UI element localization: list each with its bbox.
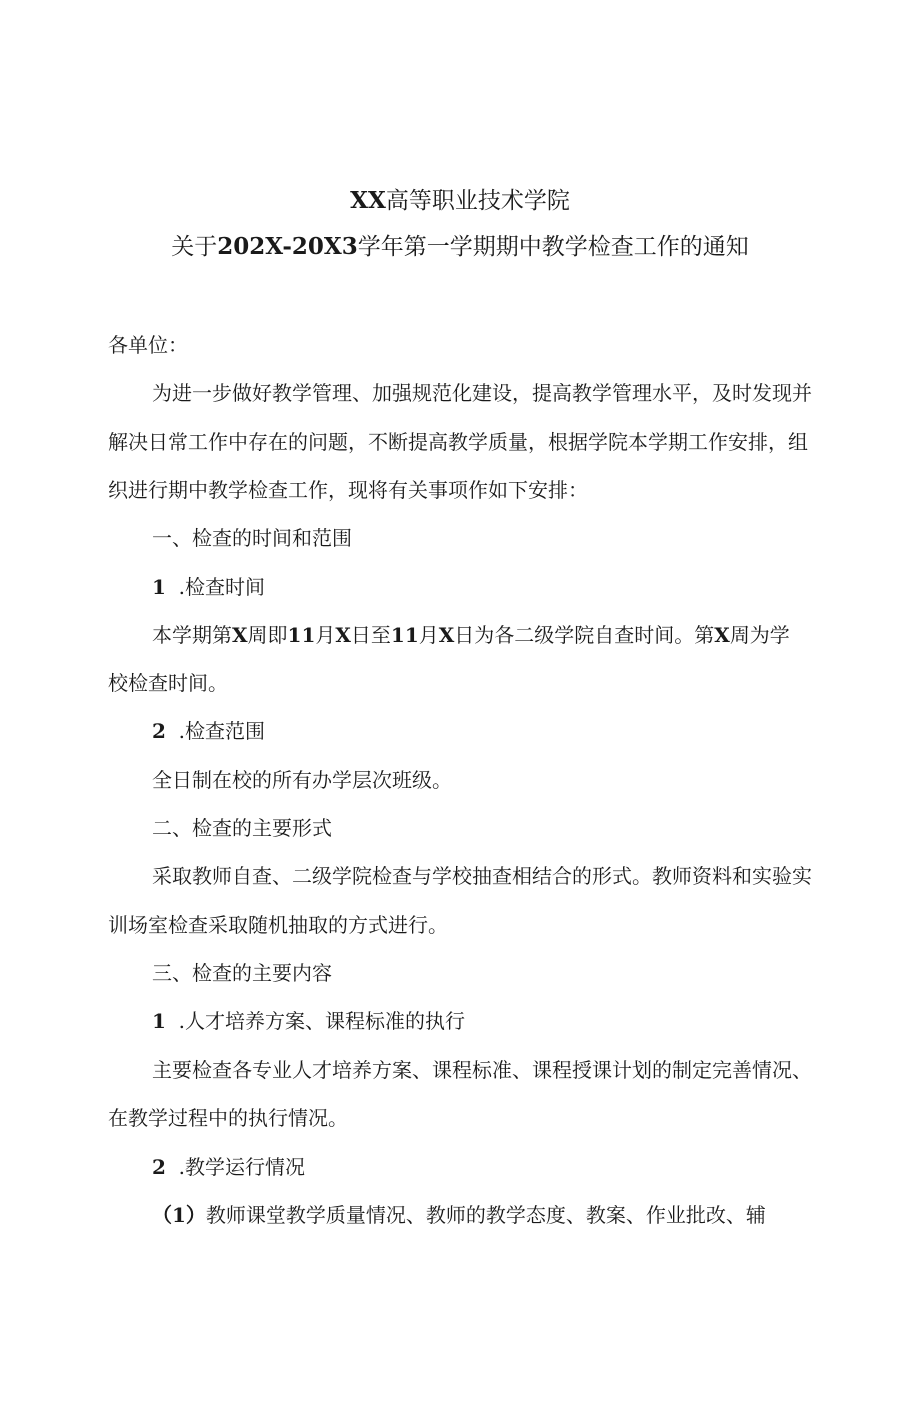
paragraph-line: 校检查时间。 (108, 671, 228, 695)
intro-line: 为进一步做好教学管理、加强规范化建设，提高教学管理水平，及时发现并 (152, 381, 812, 405)
document-title-line2: 关于202X-20X3学年第一学期期中教学检查工作的通知 (171, 233, 749, 260)
paragraph-line: 本学期第X周即11月X日至11月X日为各二级学院自查时间。第X周为学 (152, 623, 790, 647)
intro-line: 解决日常工作中存在的问题，不断提高教学质量，根据学院本学期工作安排，组 (108, 430, 808, 454)
paragraph-line: 采取教师自查、二级学院检查与学校抽查相结合的形式。教师资料和实验实 (152, 864, 812, 888)
subsection-heading: 1 .检查时间 (152, 575, 265, 599)
intro-line: 织进行期中教学检查工作，现将有关事项作如下安排： (108, 478, 588, 502)
subsection-heading: 2 .教学运行情况 (152, 1155, 305, 1179)
list-item: （1）教师课堂教学质量情况、教师的教学态度、教案、作业批改、辅 (152, 1203, 766, 1227)
paragraph-line: 在教学过程中的执行情况。 (108, 1106, 348, 1130)
academic-year: 202X-20X3 (217, 233, 358, 260)
section-heading: 一、检查的时间和范围 (152, 526, 352, 550)
subsection-heading: 2 .检查范围 (152, 719, 265, 743)
subsection-heading: 1 .人才培养方案、课程标准的执行 (152, 1009, 465, 1033)
section-heading: 三、检查的主要内容 (152, 961, 332, 985)
school-name: 高等职业技术学院 (385, 188, 570, 214)
salutation: 各单位： (108, 333, 188, 357)
document-title-line1 (0, 187, 920, 215)
section-heading: 二、检查的主要形式 (152, 816, 332, 840)
paragraph-line: 训场室检查采取随机抽取的方式进行。 (108, 913, 448, 937)
paragraph-line: 主要检查各专业人才培养方案、课程标准、课程授课计划的制定完善情况、 (152, 1058, 812, 1082)
school-code: XX (350, 187, 386, 214)
paragraph-line: 全日制在校的所有办学层次班级。 (152, 768, 452, 792)
